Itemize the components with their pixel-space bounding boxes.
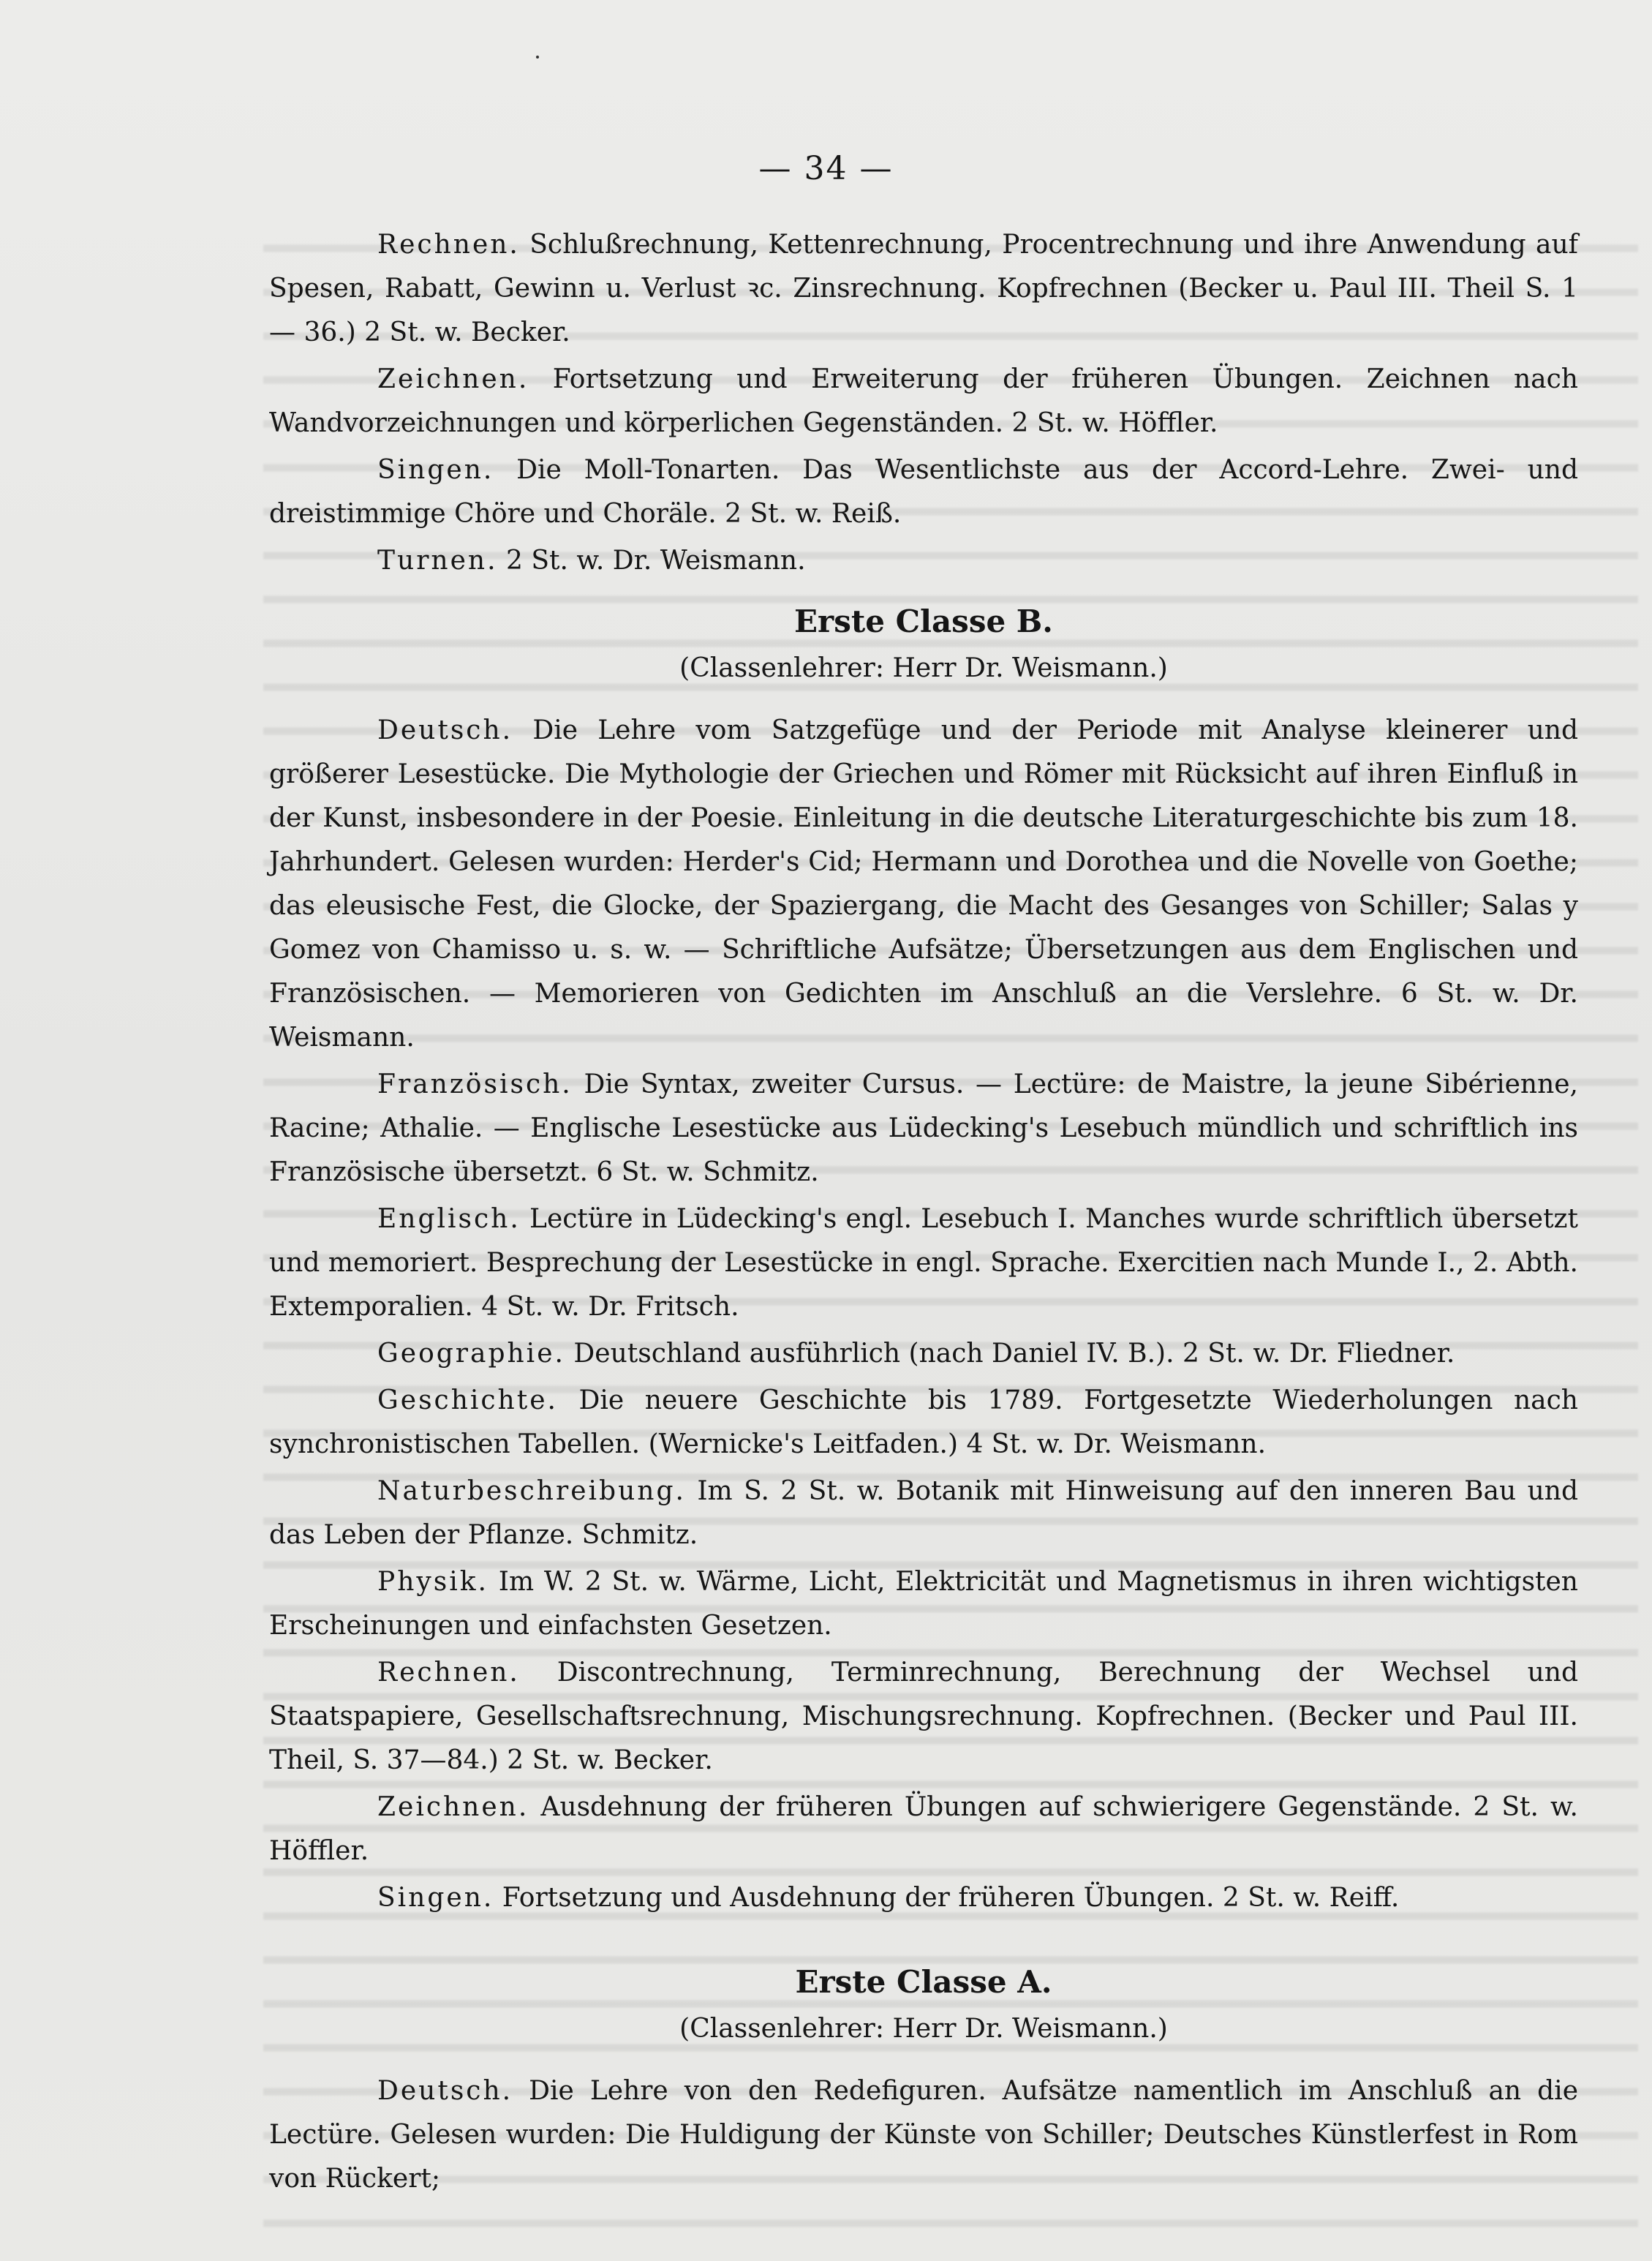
subject-label: Rechnen. bbox=[377, 230, 520, 260]
paragraph-text: Fortsetzung und Ausdehnung der früheren Übungen. 2 St. w. Reiff. bbox=[494, 1883, 1400, 1913]
section-heading-class-a: Erste Classe A. bbox=[795, 1964, 1052, 2000]
paragraph-text: Im S. 2 St. w. Botanik mit Hinweisung auf den inneren Bau und das Leben der Pflanze. Schmitz. bbox=[269, 1476, 1578, 1550]
paragraph-geographie bbox=[269, 1332, 1578, 1376]
paragraph-text: Ausdehnung der früheren Übungen auf schwierigere Gegenstände. 2 St. w. Höffler. bbox=[269, 1792, 1578, 1866]
paragraph-text: 2 St. w. Dr. Weismann. bbox=[497, 546, 806, 576]
section-spacer bbox=[269, 1923, 1578, 1944]
paragraph-text: Deutschland ausführlich (nach Daniel IV. B.). 2 St. w. Dr. Fliedner. bbox=[565, 1339, 1455, 1369]
subject-label: Geographie. bbox=[377, 1339, 565, 1369]
paragraph-turnen bbox=[269, 539, 1578, 583]
subject-label: Turnen. bbox=[377, 546, 498, 576]
speck bbox=[536, 56, 539, 59]
page-number: — 34 — bbox=[758, 150, 894, 187]
paragraph-zeichnen bbox=[269, 358, 1578, 445]
section-heading-class-b: Erste Classe B. bbox=[794, 603, 1053, 639]
paragraph-text: Die Moll-Tonarten. Das Wesentlichste aus der Accord-Lehre. Zwei- und dreistimmige Chöre und Choräle. 2 St. w. Reiß. bbox=[269, 455, 1578, 529]
paragraph-physik bbox=[269, 1560, 1578, 1648]
subject-label: Zeichnen. bbox=[377, 364, 529, 394]
paragraph-franzoesisch bbox=[269, 1063, 1578, 1195]
paragraph-text: Fortsetzung und Erweiterung der früheren Übungen. Zeichnen nach Wandvorzeichnungen und körperlichen Gegenständen. 2 St. w. Höffler. bbox=[269, 364, 1578, 438]
paragraph-naturbeschreibung bbox=[269, 1470, 1578, 1557]
paragraph-geschichte bbox=[269, 1379, 1578, 1467]
paragraph-rechnen bbox=[269, 1651, 1578, 1783]
page-content bbox=[269, 223, 1578, 2204]
paragraph-zeichnen bbox=[269, 1786, 1578, 1873]
paragraph-text: Die neuere Geschichte bis 1789. Fortgesetzte Wiederholungen nach synchronistischen Tabellen. (Wernicke's Leitfaden.) 4 St. w. Dr. Weismann. bbox=[269, 1385, 1578, 1459]
subject-label: Singen. bbox=[377, 455, 494, 485]
paragraph-text: Lectüre in Lüdecking's engl. Lesebuch I. Manches wurde schriftlich übersetzt und memoriert. Besprechung der Lesestücke in engl. Sprache. Exercitien nach Munde I., 2. Abth. Extemporalien. 4 St. w. Dr. Fritsch. bbox=[269, 1204, 1578, 1322]
subject-label: Singen. bbox=[377, 1883, 494, 1913]
subject-label: Deutsch. bbox=[377, 715, 513, 745]
paragraph-text: Schlußrechnung, Kettenrechnung, Procentrechnung und ihre Anwendung auf Spesen, Rabatt, Gewinn u. Verlust ꝛc. Zinsrechnung. Kopfrechnen (Becker u. Paul III. Theil S. 1 — 36.) 2 St. w. Becker. bbox=[269, 230, 1578, 347]
subject-label: Französisch. bbox=[377, 1069, 573, 1099]
paragraph-singen bbox=[269, 448, 1578, 536]
paragraph-deutsch bbox=[269, 709, 1578, 1060]
class-teacher-b: (Classenlehrer: Herr Dr. Weismann.) bbox=[679, 653, 1168, 683]
subject-label: Rechnen. bbox=[377, 1658, 520, 1688]
subject-label: Geschichte. bbox=[377, 1385, 558, 1415]
paragraph-singen bbox=[269, 1876, 1578, 1920]
paragraph-text: Die Syntax, zweiter Cursus. — Lectüre: de Maistre, la jeune Sibérienne, Racine; Athalie. — Englische Lesestücke aus Lüdecking's Lesebuch mündlich und schriftlich ins Französische übersetzt. 6 St. w. Schmitz. bbox=[269, 1069, 1578, 1187]
subject-label: Deutsch. bbox=[377, 2076, 513, 2106]
subject-label: Physik. bbox=[377, 1567, 489, 1597]
paragraph-text: Die Lehre vom Satzgefüge und der Periode mit Analyse kleinerer und größerer Lesestücke. Die Mythologie der Griechen und Römer mit Rücksicht auf ihren Einfluß in der Kunst, insbesondere in der Poesie. Einleitung in die deutsche Literaturgeschichte bis zum 18. Jahrhundert. Gelesen wurden: Herder's Cid; Hermann und Dorothea und die Novelle von Goethe; das eleusische Fest, die Glocke, der Spaziergang, die Macht des Gesanges von Schiller; Salas y Gomez von Chamisso u. s. w. — Schriftliche Aufsätze; Übersetzungen aus dem Englischen und Französischen. — Memorieren von Gedichten im Anschluß an die Verslehre. 6 St. w. Dr. Weismann. bbox=[269, 715, 1578, 1053]
subject-label: Naturbeschreibung. bbox=[377, 1476, 686, 1506]
subject-label: Englisch. bbox=[377, 1204, 521, 1234]
class-teacher-a: (Classenlehrer: Herr Dr. Weismann.) bbox=[679, 2014, 1168, 2044]
paragraph-text: Die Lehre von den Redefiguren. Aufsätze namentlich im Anschluß an die Lectüre. Gelesen wurden: Die Huldigung der Künste von Schiller; Deutsches Künstlerfest in Rom von Rückert; bbox=[269, 2076, 1578, 2194]
paragraph-rechnen bbox=[269, 223, 1578, 355]
paragraph-text: Im W. 2 St. w. Wärme, Licht, Elektricität und Magnetismus in ihren wichtigsten Erscheinungen und einfachsten Gesetzen. bbox=[269, 1567, 1578, 1641]
paragraph-text: Discontrechnung, Terminrechnung, Berechnung der Wechsel und Staatspapiere, Gesellschaftsrechnung, Mischungsrechnung. Kopfrechnen. (Becker und Paul III. Theil, S. 37—84.) 2 St. w. Becker. bbox=[269, 1658, 1578, 1775]
paragraph-englisch bbox=[269, 1197, 1578, 1329]
paragraph-deutsch bbox=[269, 2069, 1578, 2201]
subject-label: Zeichnen. bbox=[377, 1792, 529, 1822]
